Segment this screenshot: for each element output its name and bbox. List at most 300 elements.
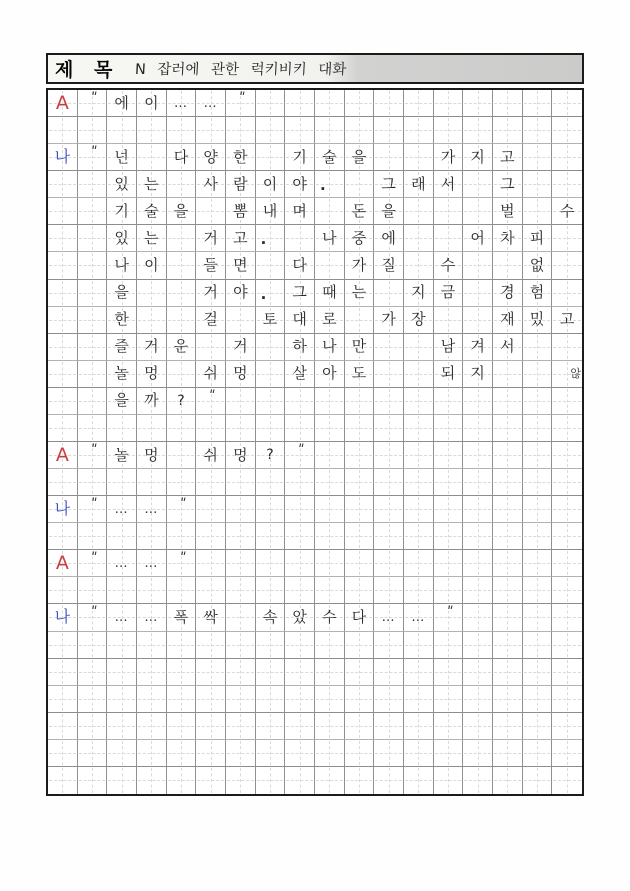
grid-cell — [523, 225, 553, 252]
grid-cell — [434, 686, 464, 713]
grid-cell — [256, 280, 286, 307]
grid-cell — [434, 225, 464, 252]
grid-cell — [107, 550, 137, 577]
grid-cell — [137, 740, 167, 767]
grid-cell — [463, 442, 493, 469]
grid-cell — [434, 388, 464, 415]
grid-cell — [78, 604, 108, 631]
grid-cell — [493, 90, 523, 117]
grid-cell — [226, 577, 256, 604]
grid-cell — [552, 334, 582, 361]
grid-cell — [404, 144, 434, 171]
grid-cell — [552, 577, 582, 604]
grid-cell — [493, 767, 523, 794]
grid-cell — [78, 686, 108, 713]
grid-cell — [404, 361, 434, 388]
grid-cell — [137, 280, 167, 307]
grid-cell — [48, 280, 78, 307]
grid-cell — [404, 388, 434, 415]
grid-cell — [523, 442, 553, 469]
grid-cell — [434, 523, 464, 550]
grid-cell — [523, 415, 553, 442]
grid-cell — [552, 740, 582, 767]
grid-cell — [434, 144, 464, 171]
grid-cell — [256, 361, 286, 388]
cell-char: 토 — [262, 310, 278, 329]
grid-cell — [493, 117, 523, 144]
grid-cell — [404, 659, 434, 686]
cell-char: 벌 — [500, 201, 515, 220]
grid-cell — [167, 334, 197, 361]
grid-cell — [167, 198, 197, 225]
grid-cell — [167, 225, 197, 252]
grid-cell — [345, 496, 375, 523]
grid-cell — [48, 632, 78, 659]
grid-cell — [315, 767, 345, 794]
grid-cell — [434, 307, 464, 334]
grid-cell — [523, 659, 553, 686]
grid-cell — [374, 442, 404, 469]
grid-cell — [167, 713, 197, 740]
grid-cell — [196, 496, 226, 523]
grid-cell — [256, 442, 286, 469]
grid-cell — [226, 496, 256, 523]
grid-cell — [404, 604, 434, 631]
grid-cell — [48, 659, 78, 686]
cell-char: " — [444, 604, 454, 620]
grid-cell — [256, 469, 286, 496]
grid-cell — [226, 442, 256, 469]
grid-cell — [493, 686, 523, 713]
grid-cell — [374, 198, 404, 225]
grid-cell — [374, 361, 404, 388]
grid-cell — [256, 388, 286, 415]
grid-cell — [345, 577, 375, 604]
cell-char: … — [144, 609, 159, 625]
cell-char: ? — [177, 392, 185, 409]
cell-char: 고 — [500, 147, 515, 166]
grid-cell — [256, 144, 286, 171]
grid-cell — [345, 171, 375, 198]
grid-cell — [523, 280, 553, 307]
grid-cell — [226, 632, 256, 659]
grid-cell — [523, 713, 553, 740]
grid-cell — [552, 713, 582, 740]
grid-cell — [315, 388, 345, 415]
grid-cell — [345, 388, 375, 415]
cell-char: 서 — [500, 337, 515, 356]
grid-cell — [107, 767, 137, 794]
grid-cell — [374, 225, 404, 252]
grid-cell — [196, 469, 226, 496]
grid-cell — [315, 632, 345, 659]
grid-cell — [107, 442, 137, 469]
grid-cell — [285, 144, 315, 171]
speaker-letter: 나 — [54, 607, 71, 627]
grid-cell — [523, 252, 553, 279]
cell-char: 술 — [144, 201, 159, 220]
grid-cell — [107, 604, 137, 631]
grid-cell — [137, 713, 167, 740]
cell-char: 까 — [144, 391, 159, 410]
grid-cell — [374, 90, 404, 117]
grid-cell — [196, 550, 226, 577]
grid-cell — [463, 171, 493, 198]
grid-cell — [552, 90, 582, 117]
cell-char: 뽐 — [233, 201, 248, 220]
cell-char: 다 — [292, 255, 307, 274]
cell-char: … — [114, 555, 129, 571]
grid-cell — [167, 280, 197, 307]
cell-char: 는 — [351, 283, 367, 302]
grid-cell — [552, 415, 582, 442]
grid-cell — [226, 361, 256, 388]
grid-cell — [345, 523, 375, 550]
speaker-letter: A — [55, 551, 69, 574]
grid-cell — [226, 388, 256, 415]
grid-cell — [434, 632, 464, 659]
grid-cell — [285, 659, 315, 686]
grid-cell — [256, 171, 286, 198]
grid-cell — [463, 469, 493, 496]
grid-cell — [226, 550, 256, 577]
grid-cell — [434, 415, 464, 442]
grid-cell — [226, 171, 256, 198]
grid-cell — [345, 632, 375, 659]
grid-cell — [78, 90, 108, 117]
cell-char: " — [207, 387, 217, 403]
grid-cell — [345, 198, 375, 225]
grid-cell — [404, 686, 434, 713]
grid-cell — [434, 334, 464, 361]
cell-char: 걸 — [203, 310, 218, 329]
cell-char: 쉬 — [203, 364, 218, 383]
grid-cell — [404, 713, 434, 740]
grid-cell — [226, 307, 256, 334]
cell-char: 내 — [262, 201, 278, 220]
cell-char: " — [296, 442, 306, 457]
cell-char: 중 — [351, 228, 367, 247]
grid-cell — [404, 117, 434, 144]
grid-cell — [434, 713, 464, 740]
grid-cell — [345, 415, 375, 442]
grid-cell — [167, 388, 197, 415]
grid-cell — [196, 604, 226, 631]
cell-char: 이 — [144, 93, 159, 112]
grid-cell — [167, 767, 197, 794]
grid-cell — [196, 144, 226, 171]
cell-char: 쉬 — [203, 445, 218, 464]
grid-cell — [78, 577, 108, 604]
grid-cell — [315, 117, 345, 144]
grid-cell — [463, 604, 493, 631]
cell-char: 않 — [570, 367, 581, 381]
grid-cell — [285, 767, 315, 794]
grid-cell — [107, 90, 137, 117]
cell-char: … — [144, 555, 159, 571]
grid-cell — [226, 713, 256, 740]
grid-cell — [493, 388, 523, 415]
cell-char: 다 — [173, 147, 189, 166]
grid-cell — [374, 144, 404, 171]
grid-cell — [493, 415, 523, 442]
grid-cell — [285, 550, 315, 577]
grid-cell — [434, 198, 464, 225]
grid-cell — [226, 523, 256, 550]
grid-cell — [137, 388, 167, 415]
grid-cell — [404, 550, 434, 577]
grid-cell — [285, 334, 315, 361]
grid-cell — [374, 117, 404, 144]
grid-cell — [552, 388, 582, 415]
cell-char: 들 — [203, 255, 218, 274]
grid-cell — [78, 198, 108, 225]
grid-cell — [463, 659, 493, 686]
grid-cell — [523, 604, 553, 631]
cell-char: 속 — [262, 607, 278, 626]
grid-cell — [107, 171, 137, 198]
cell-char: 다 — [351, 607, 367, 626]
grid-cell — [48, 469, 78, 496]
grid-cell — [345, 144, 375, 171]
grid-cell — [78, 632, 108, 659]
cell-char: 는 — [144, 228, 159, 247]
grid-cell — [434, 767, 464, 794]
grid-cell — [196, 659, 226, 686]
cell-char: 거 — [233, 337, 248, 356]
grid-cell — [374, 523, 404, 550]
grid-cell — [107, 713, 137, 740]
cell-char: " — [88, 550, 98, 566]
grid-cell — [463, 632, 493, 659]
grid-cell — [196, 90, 226, 117]
grid-cell — [345, 767, 375, 794]
grid-cell — [315, 469, 345, 496]
cell-char: 거 — [203, 283, 218, 302]
grid-cell — [404, 334, 434, 361]
cell-char: 을 — [114, 283, 129, 302]
grid-cell — [48, 713, 78, 740]
grid-cell — [48, 523, 78, 550]
grid-cell — [463, 252, 493, 279]
cell-char: 한 — [233, 147, 248, 166]
cell-char: 수 — [440, 255, 456, 274]
grid-cell — [107, 577, 137, 604]
grid-cell — [374, 550, 404, 577]
grid-cell — [315, 334, 345, 361]
grid-cell — [345, 713, 375, 740]
grid-cell — [167, 90, 197, 117]
cell-char: 만 — [351, 337, 367, 356]
grid-cell — [552, 280, 582, 307]
grid-cell — [493, 198, 523, 225]
grid-cell — [78, 713, 108, 740]
grid-cell — [256, 659, 286, 686]
grid-cell — [137, 604, 167, 631]
grid-cell — [345, 686, 375, 713]
cell-char: 고 — [559, 310, 575, 329]
grid-cell — [167, 171, 197, 198]
cell-char: 넌 — [114, 147, 129, 166]
cell-char: 싹 — [203, 607, 218, 626]
grid-cell — [78, 361, 108, 388]
grid-cell — [137, 632, 167, 659]
cell-char: 멍 — [233, 445, 248, 464]
grid-cell — [107, 252, 137, 279]
grid-cell — [107, 117, 137, 144]
cell-char: 며 — [292, 201, 307, 220]
grid-cell — [256, 523, 286, 550]
grid-cell — [315, 442, 345, 469]
grid-cell — [256, 550, 286, 577]
cell-char: . — [260, 284, 267, 303]
grid-cell — [78, 767, 108, 794]
cell-char: 멍 — [144, 445, 159, 464]
cell-char: 나 — [322, 337, 337, 356]
grid-cell — [552, 686, 582, 713]
grid-cell — [167, 361, 197, 388]
grid-cell — [226, 334, 256, 361]
grid-cell — [137, 686, 167, 713]
grid-cell — [463, 225, 493, 252]
cell-char: 없 — [529, 255, 545, 274]
grid-cell — [137, 334, 167, 361]
grid-cell — [345, 361, 375, 388]
grid-cell — [196, 577, 226, 604]
grid-cell — [523, 632, 553, 659]
cell-char: 어 — [470, 228, 485, 247]
grid-cell — [137, 225, 167, 252]
cell-char: … — [114, 609, 129, 625]
grid-cell — [404, 280, 434, 307]
grid-cell — [463, 307, 493, 334]
grid-cell — [374, 767, 404, 794]
grid-cell — [552, 659, 582, 686]
cell-char: " — [177, 496, 187, 512]
grid-cell — [48, 361, 78, 388]
grid-cell — [315, 307, 345, 334]
grid-cell — [137, 90, 167, 117]
grid-cell — [404, 469, 434, 496]
grid-cell — [552, 307, 582, 334]
grid-cell — [374, 171, 404, 198]
grid-cell — [523, 388, 553, 415]
grid-cell — [463, 577, 493, 604]
grid-cell — [196, 361, 226, 388]
cell-char: 야 — [292, 174, 307, 193]
cell-char: 을 — [173, 201, 189, 220]
cell-char: 재 — [500, 310, 515, 329]
grid-cell — [78, 523, 108, 550]
grid-cell — [493, 307, 523, 334]
grid-cell — [137, 171, 167, 198]
grid-cell — [196, 523, 226, 550]
grid-cell — [493, 252, 523, 279]
grid-cell — [552, 523, 582, 550]
grid-cell — [552, 117, 582, 144]
grid-cell — [285, 307, 315, 334]
grid-cell — [48, 225, 78, 252]
grid-cell — [107, 632, 137, 659]
grid-cell — [434, 496, 464, 523]
grid-cell — [374, 334, 404, 361]
grid-cell — [374, 686, 404, 713]
cell-char: ? — [266, 447, 274, 464]
grid-cell — [434, 604, 464, 631]
grid-cell — [137, 496, 167, 523]
grid-cell — [374, 496, 404, 523]
grid-cell — [552, 225, 582, 252]
grid-cell — [226, 117, 256, 144]
title-label: 제 목 — [55, 59, 120, 81]
cell-char: 술 — [322, 147, 337, 166]
grid-cell — [493, 280, 523, 307]
grid-cell — [404, 171, 434, 198]
grid-cell — [463, 767, 493, 794]
cell-char: 나 — [322, 228, 337, 247]
grid-cell — [345, 442, 375, 469]
grid-cell — [107, 280, 137, 307]
grid-cell — [78, 117, 108, 144]
cell-char: 이 — [262, 174, 278, 193]
grid-cell — [196, 252, 226, 279]
grid-cell — [374, 469, 404, 496]
grid-cell — [48, 442, 78, 469]
cell-char: 로 — [322, 310, 337, 329]
grid-cell — [285, 415, 315, 442]
cell-char: 기 — [292, 147, 307, 166]
grid-cell — [463, 550, 493, 577]
grid-cell — [196, 280, 226, 307]
grid-cell — [345, 280, 375, 307]
grid-cell — [48, 334, 78, 361]
cell-char: 거 — [144, 337, 159, 356]
grid-cell — [523, 767, 553, 794]
grid-cell — [167, 307, 197, 334]
grid-cell — [226, 604, 256, 631]
grid-cell — [523, 740, 553, 767]
grid-cell — [315, 659, 345, 686]
grid-cell — [463, 523, 493, 550]
cell-char: 에 — [114, 93, 129, 112]
grid-cell — [285, 469, 315, 496]
cell-char: 지 — [470, 147, 485, 166]
grid-cell — [345, 334, 375, 361]
grid-cell — [48, 198, 78, 225]
grid-cell — [374, 577, 404, 604]
grid-cell — [78, 334, 108, 361]
cell-char: 놀 — [114, 364, 129, 383]
cell-char: 았 — [292, 607, 307, 626]
grid-cell — [434, 90, 464, 117]
grid-cell — [345, 550, 375, 577]
grid-cell — [285, 198, 315, 225]
grid-cell — [48, 90, 78, 117]
grid-cell — [167, 496, 197, 523]
cell-char: 즐 — [114, 337, 129, 356]
grid-cell — [196, 198, 226, 225]
grid-cell — [78, 144, 108, 171]
grid-cell — [167, 659, 197, 686]
cell-char: " — [88, 90, 98, 105]
cell-char: 그 — [500, 174, 515, 193]
grid-cell — [78, 388, 108, 415]
grid-cell — [256, 252, 286, 279]
grid-cell — [523, 117, 553, 144]
grid-cell — [226, 415, 256, 442]
grid-cell — [374, 388, 404, 415]
speaker-letter: A — [55, 443, 69, 466]
